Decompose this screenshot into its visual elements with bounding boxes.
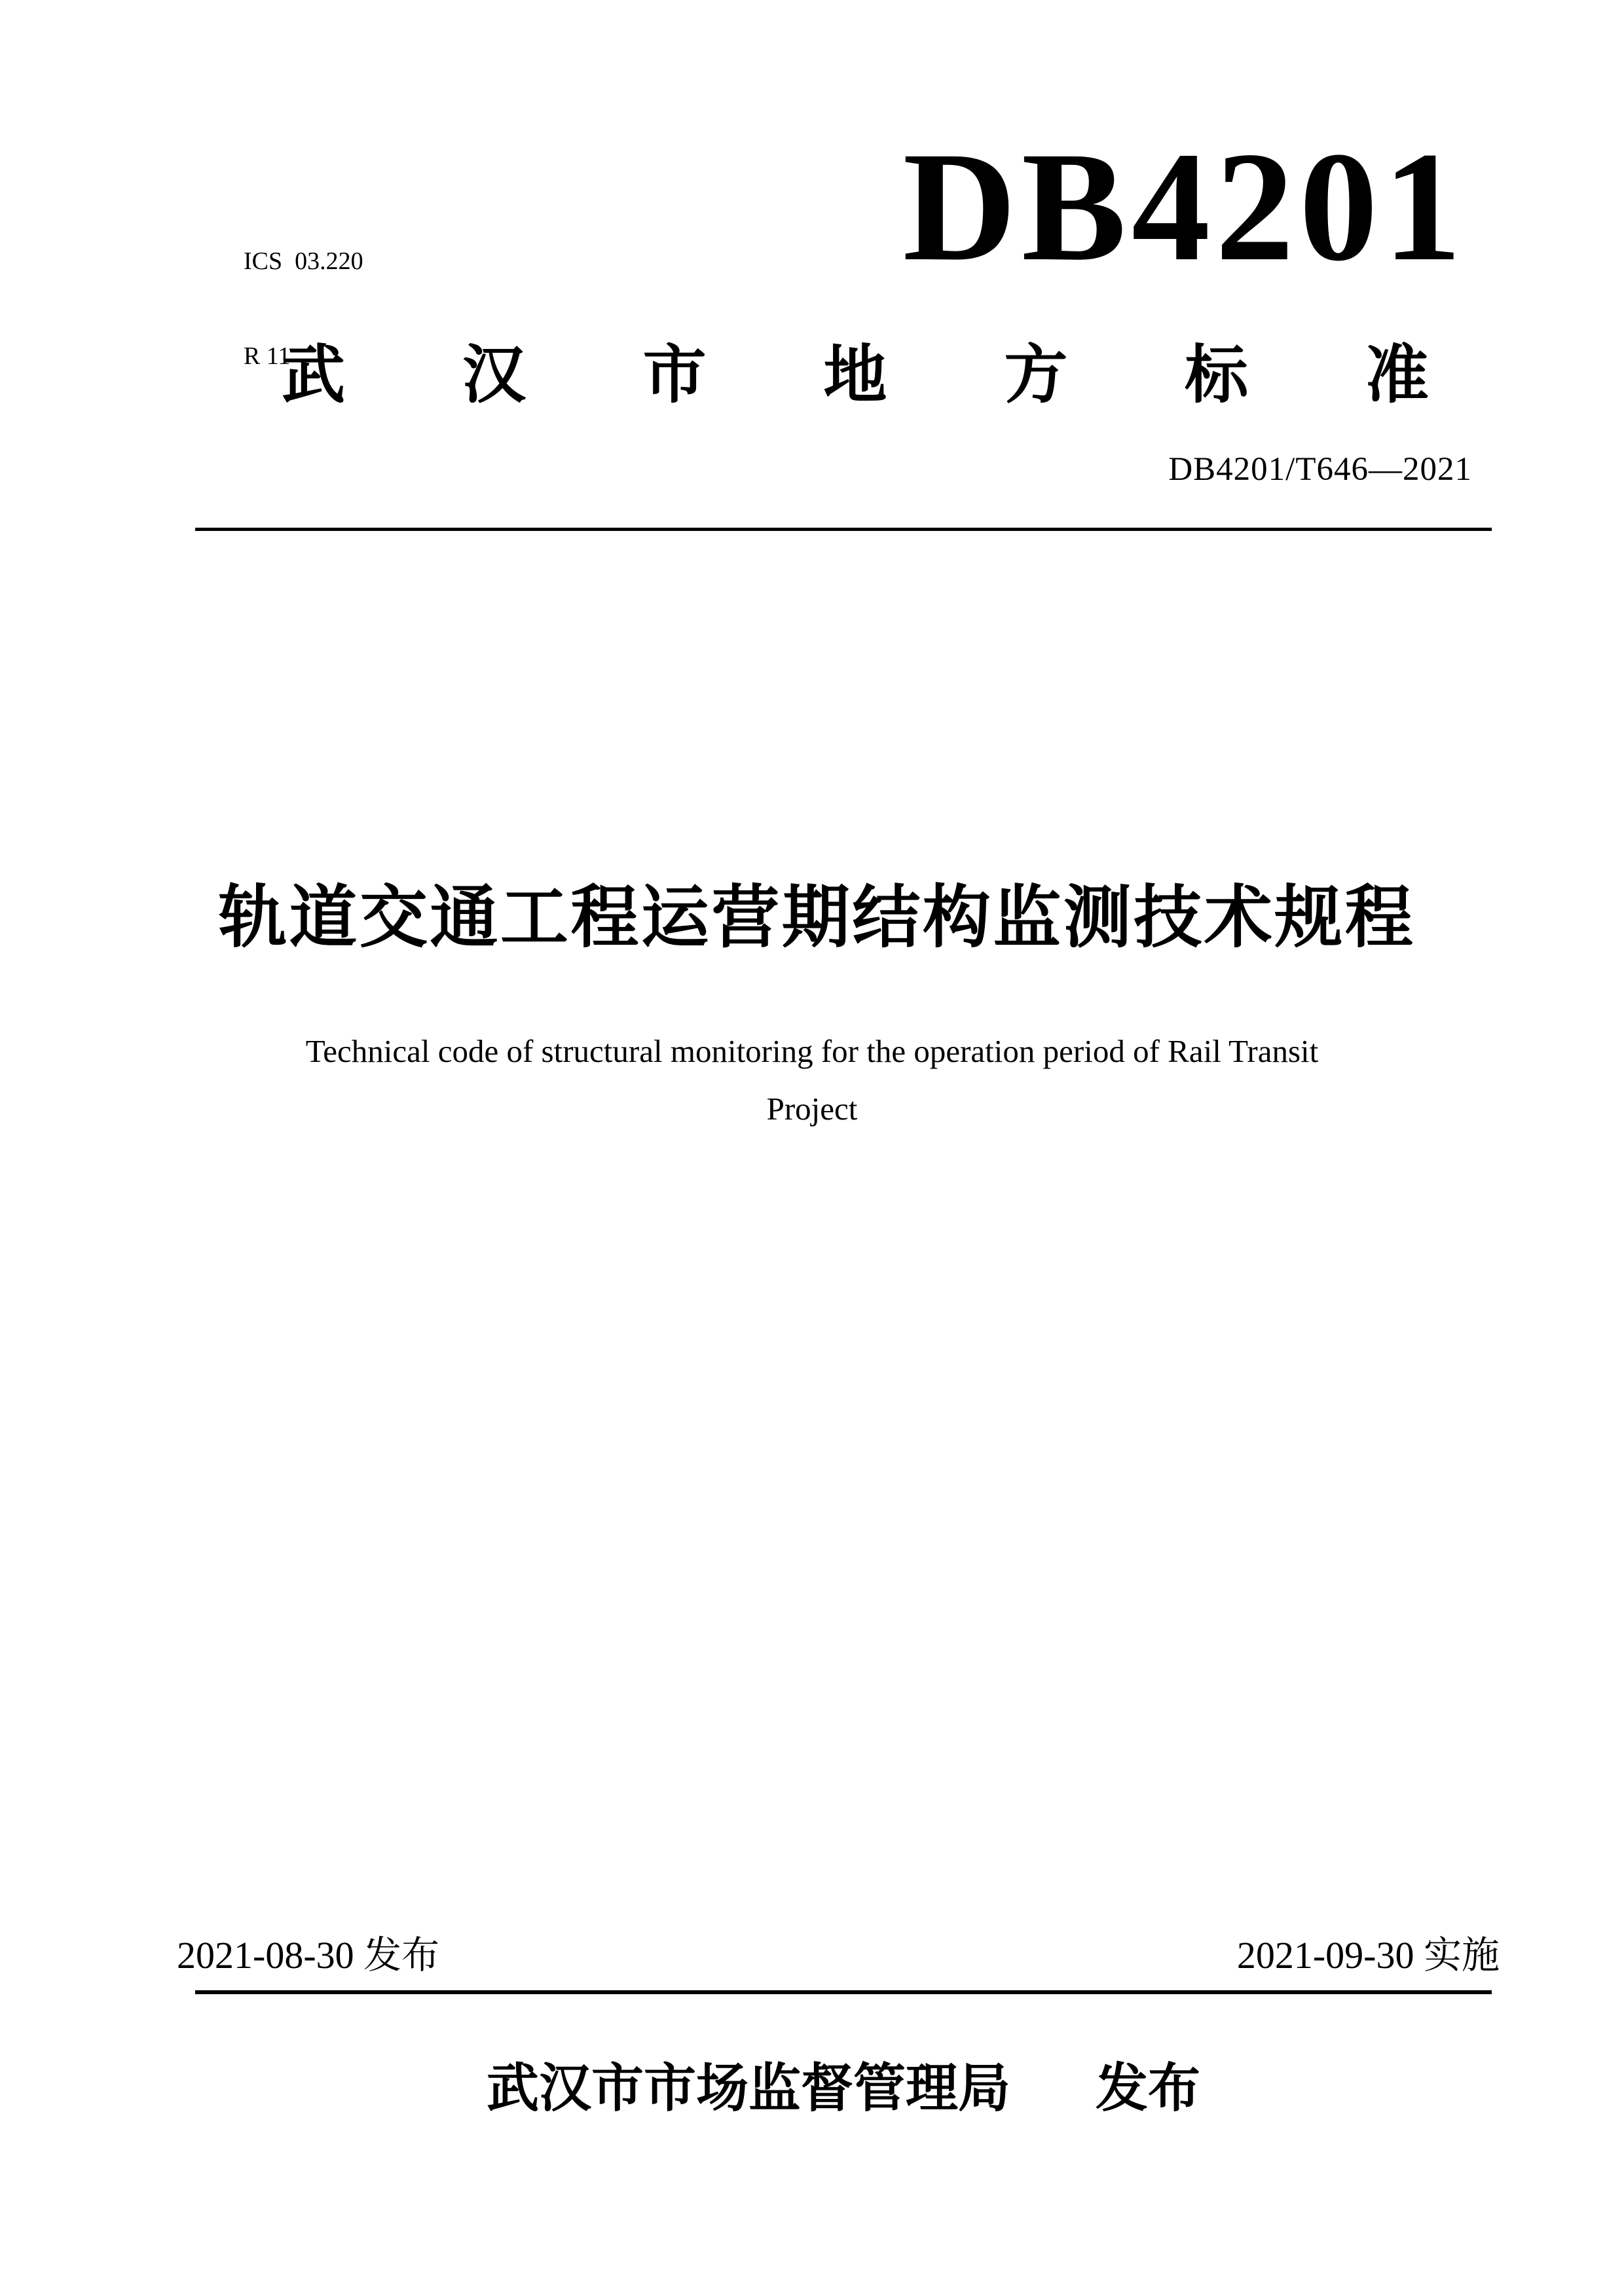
standard-number: DB4201/T646—2021 [1168, 451, 1472, 488]
publisher-row [195, 2059, 1492, 2117]
document-title-en-line1: Technical code of structural monitoring for the operation period of Rail Transit [305, 1033, 1319, 1069]
publish-label: 发布 [1096, 2059, 1200, 2117]
issue-date: 2021-08-30 发布 [177, 1934, 440, 1977]
document-title-en [190, 1023, 1434, 1138]
document-title-zh: 轨 道 交 通 工 程 运 营 期 结 构 监 测 技 术 规 程 [219, 880, 1413, 956]
document-title-en-line2: Project [766, 1091, 858, 1127]
header-divider-rule [195, 528, 1492, 531]
implement-date: 2021-09-30 实施 [1236, 1934, 1500, 1977]
footer-divider-rule [195, 1990, 1492, 1994]
standard-type-title: 武 汉 市 地 方 标 准 [282, 339, 1429, 410]
ics-code: ICS 03.220 [244, 247, 363, 275]
region-code-logo: DB4201 [902, 119, 1467, 293]
dates-row [177, 1934, 1500, 1977]
document-class-code: R 11 [244, 342, 291, 370]
publisher-name: 武汉市市场监督管理局 [487, 2059, 1010, 2117]
